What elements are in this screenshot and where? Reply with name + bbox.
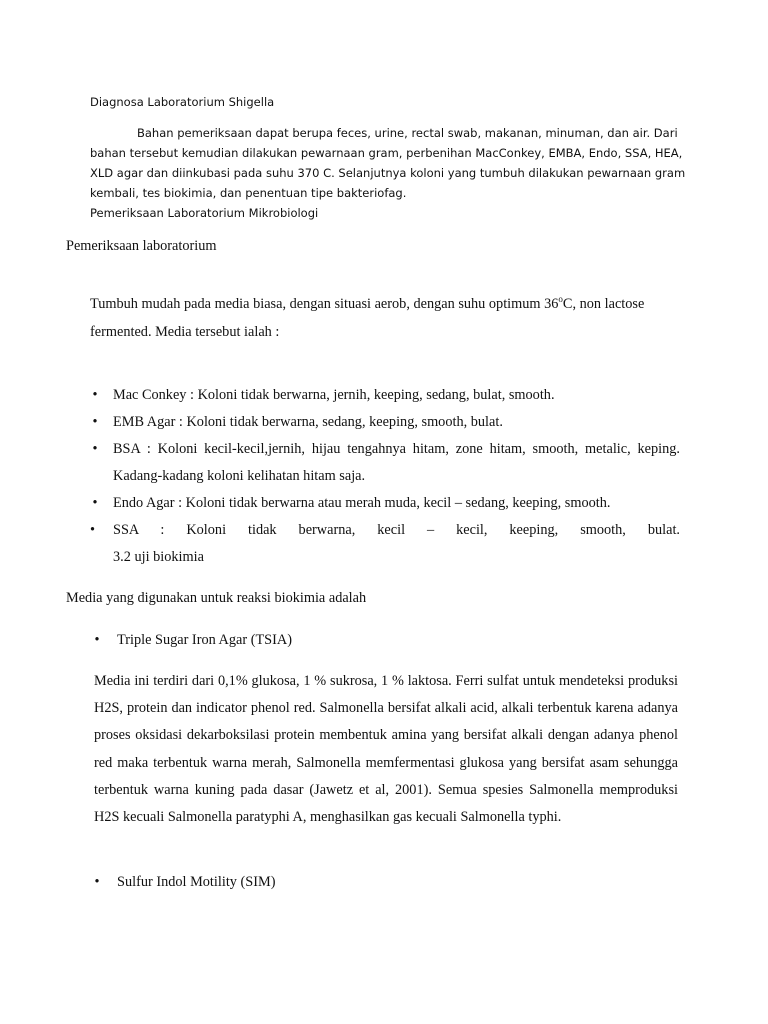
heading-shigella-diagnosis: Diagnosa Laboratorium Shigella [90,95,275,109]
bullet-icon: • [92,414,98,430]
growth-text-part1: Tumbuh mudah pada media biasa, dengan situasi aerob, dengan suhu optimum 36 [90,296,559,312]
list-item [92,869,682,896]
heading-biochem-media: Media yang digunakan untuk reaksi biokimia adalah [66,590,367,606]
list-item-text: EMB Agar : Koloni tidak berwarna, sedang, keeping, smooth, bulat. [113,414,503,430]
paragraph-line: XLD agar dan diinkubasi pada suhu 370 C. Selanjutnya koloni yang tumbuh dilakukan pewarnaan gram [90,166,686,180]
sim-list [92,869,682,896]
paragraph-line: Bahan pemeriksaan dapat berupa feces, urine, rectal swab, makanan, minuman, dan air. Dari [137,126,678,140]
list-item [90,382,680,409]
list-item [90,517,680,571]
bullet-icon: • [94,632,100,648]
subheading-micro-lab: Pemeriksaan Laboratorium Mikrobiologi [90,206,319,220]
media-list [90,382,680,571]
tsia-paragraph: Media ini terdiri dari 0,1% glukosa, 1 % sukrosa, 1 % laktosa. Ferri sulfat untuk mendeteksi produksi H2S, protein dan indicator phenol red. Salmonella bersifat alkali acid, alkali terbentuk karena adanya proses oksidasi dekarboksilasi protein membentuk amina yang bersifat alkali dengan adanya phenol red maka terbentuk warna merah, Salmonella memfermentasi glukosa yang bersifat asam sehungga terbentuk warna kuning pada dasar (Jawetz et al, 2001). Semua spesies Salmonella memproduksi H2S kecuali Salmonella paratyphi A, menghasilkan gas kecuali Salmonella typhi. [94,673,678,826]
heading-lab-examination: Pemeriksaan laboratorium [66,238,217,254]
list-item-text: BSA : Koloni kecil-kecil,jernih, hijau tengahnya hitam, zone hitam, smooth, metalic, keping. Kadang-kadang koloni kelihatan hitam saja. [113,441,680,484]
paragraph-line: bahan tersebut kemudian dilakukan pewarnaan gram, perbenihan MacConkey, EMBA, Endo, SSA, HEA, [90,146,683,160]
subsection-label: 3.2 uji biokimia [113,549,204,565]
list-item [90,436,680,490]
bullet-icon: • [92,387,98,403]
list-item-text: Endo Agar : Koloni tidak berwarna atau merah muda, kecil – sedang, keeping, smooth. [113,495,611,511]
bullet-icon: • [92,495,98,511]
shigella-paragraph [90,123,686,223]
list-item-text: SSA : Koloni tidak berwarna, kecil – kecil, keeping, smooth, bulat. [113,522,680,538]
bullet-icon: • [92,441,98,457]
bullet-icon: • [94,874,100,890]
list-item-text: Triple Sugar Iron Agar (TSIA) [117,632,292,648]
tsia-list [92,627,682,654]
growth-text-part2: C, non lactose fermented. Media tersebut ialah : [90,296,645,340]
list-item [90,409,680,436]
list-item [90,490,680,517]
list-item-text: Mac Conkey : Koloni tidak berwarna, jernih, keeping, sedang, bulat, smooth. [113,387,555,403]
growth-paragraph [90,290,680,346]
list-item [92,627,682,654]
bullet-icon: • [90,522,96,538]
degree-superscript: o [558,294,563,305]
paragraph-line: kembali, tes biokimia, dan penentuan tipe bakteriofag. [90,186,407,200]
list-item-text: Sulfur Indol Motility (SIM) [117,874,276,890]
